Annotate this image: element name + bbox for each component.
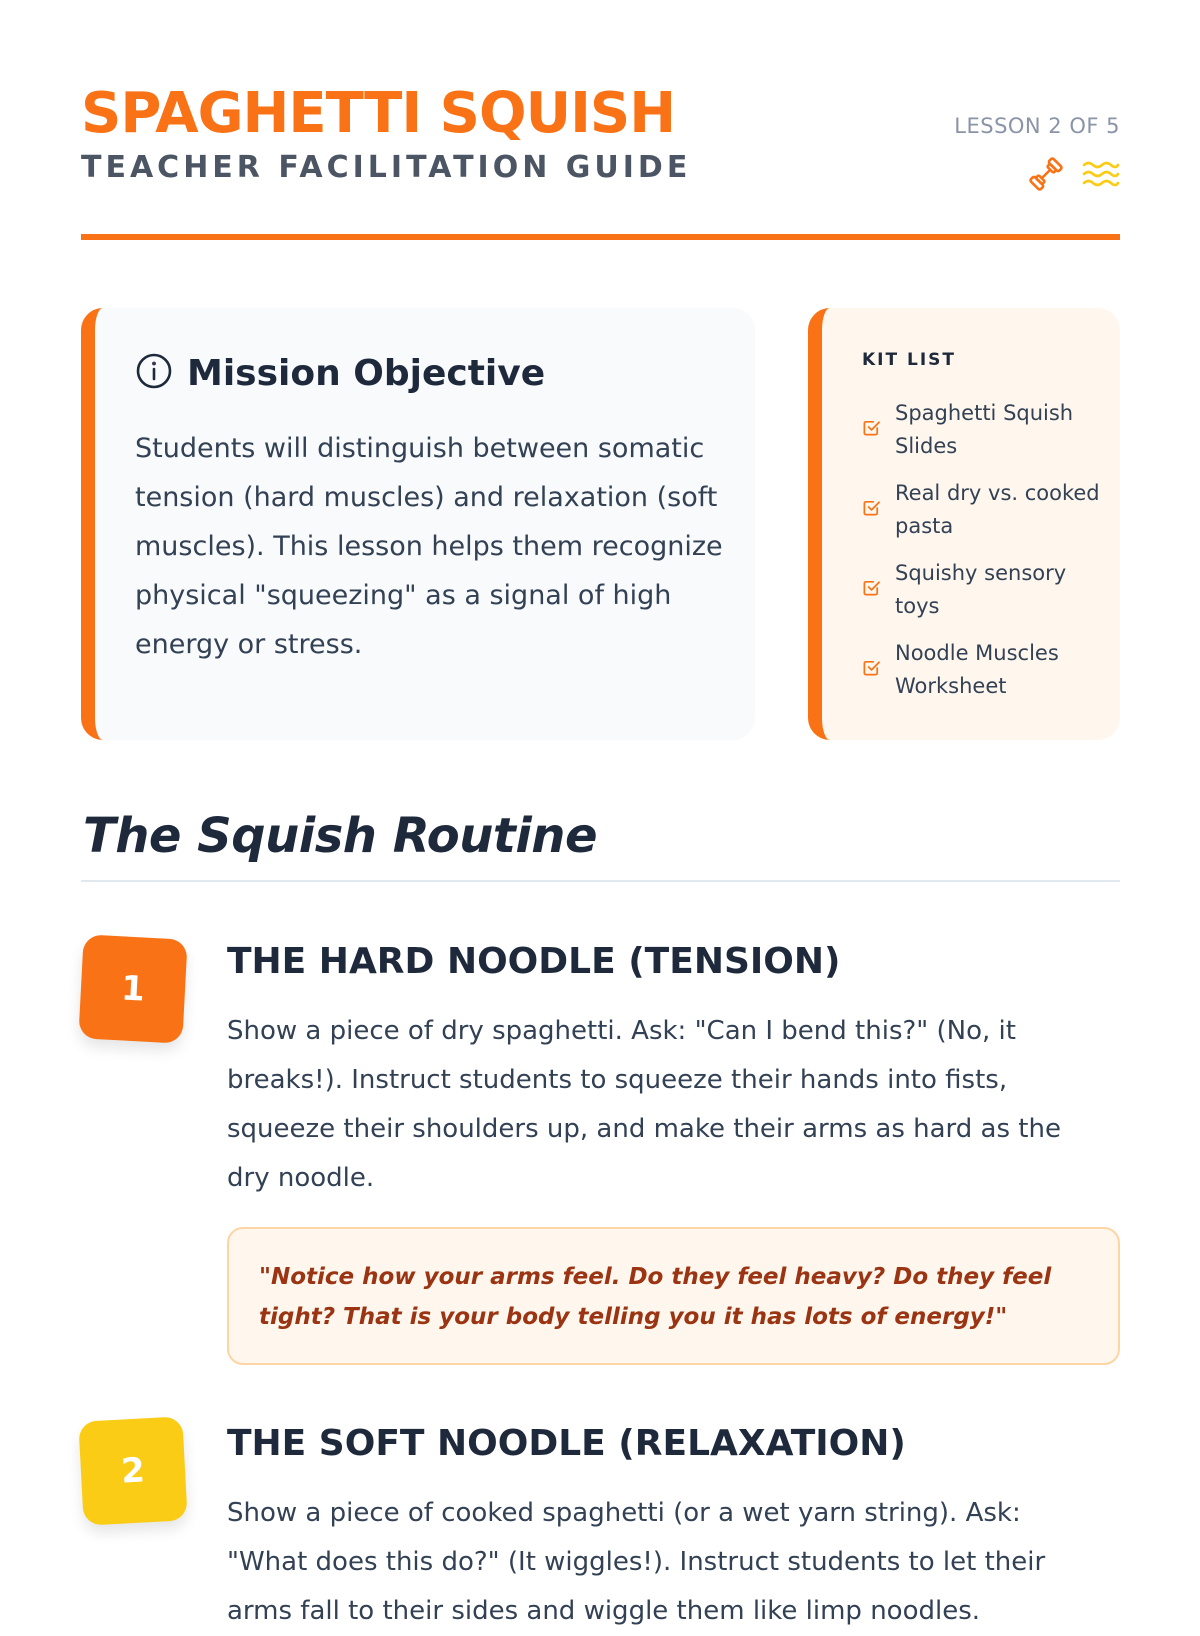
checkbox-icon: [862, 418, 881, 442]
kit-list: [862, 390, 1102, 710]
kit-item-label: Squishy sensory toys: [895, 561, 1067, 618]
kit-item-label: Noodle Muscles Worksheet: [895, 641, 1059, 698]
header-divider: [81, 234, 1120, 240]
step-text: Show a piece of cooked spaghetti (or a wet yarn string). Ask: "What does this do?" (It wiggles!). Instruct students to let their arms fall to their sides and wiggle them like limp noodles.: [227, 1498, 1046, 1626]
objective-title: Mission Objective: [187, 353, 546, 394]
page-title: SPAGHETTI SQUISH: [81, 81, 676, 146]
routine-divider: [81, 880, 1120, 882]
waves-icon: [1082, 158, 1120, 190]
step-number-badge: 1: [78, 934, 187, 1043]
step-heading: THE SOFT NOODLE (RELAXATION): [227, 1423, 906, 1464]
objective-text: Students will distinguish between somatic tension (hard muscles) and relaxation (soft muscles). This lesson helps them recognize physical "squeezing" as a signal of high energy or stress.: [135, 433, 723, 660]
kit-list-card: [808, 308, 1120, 740]
header-icons: [1026, 154, 1120, 194]
objective-header: [135, 352, 545, 395]
checkbox-icon: [862, 578, 881, 602]
lesson-indicator: LESSON 2 OF 5: [954, 114, 1120, 138]
quote-text: "Notice how your arms feel. Do they feel heavy? Do they feel tight? That is your body telling you it has lots of energy!": [259, 1264, 1052, 1330]
mission-objective-card: [81, 308, 755, 740]
checkbox-icon: [862, 658, 881, 682]
routine-title: The Squish Routine: [83, 808, 598, 864]
kit-item: [862, 550, 1102, 630]
page-subtitle: TEACHER FACILITATION GUIDE: [81, 150, 692, 185]
page-header: [81, 80, 1120, 240]
checkbox-icon: [862, 498, 881, 522]
kit-item-label: Spaghetti Squish Slides: [895, 401, 1074, 458]
step-number-badge: 2: [78, 1416, 187, 1525]
teacher-script-quote: [227, 1227, 1120, 1365]
dumbbell-icon: [1026, 154, 1066, 194]
info-icon: [135, 352, 173, 395]
kit-title: KIT LIST: [862, 350, 957, 370]
kit-item: [862, 470, 1102, 550]
step-heading: THE HARD NOODLE (TENSION): [227, 941, 841, 982]
kit-item: [862, 630, 1102, 710]
step-text: Show a piece of dry spaghetti. Ask: "Can I bend this?" (No, it breaks!). Instruct students to squeeze their hands into fists, squeeze their shoulders up, and make their arms as hard as the dry noodle.: [227, 1016, 1061, 1193]
kit-item-label: Real dry vs. cooked pasta: [895, 481, 1100, 538]
kit-item: [862, 390, 1102, 470]
